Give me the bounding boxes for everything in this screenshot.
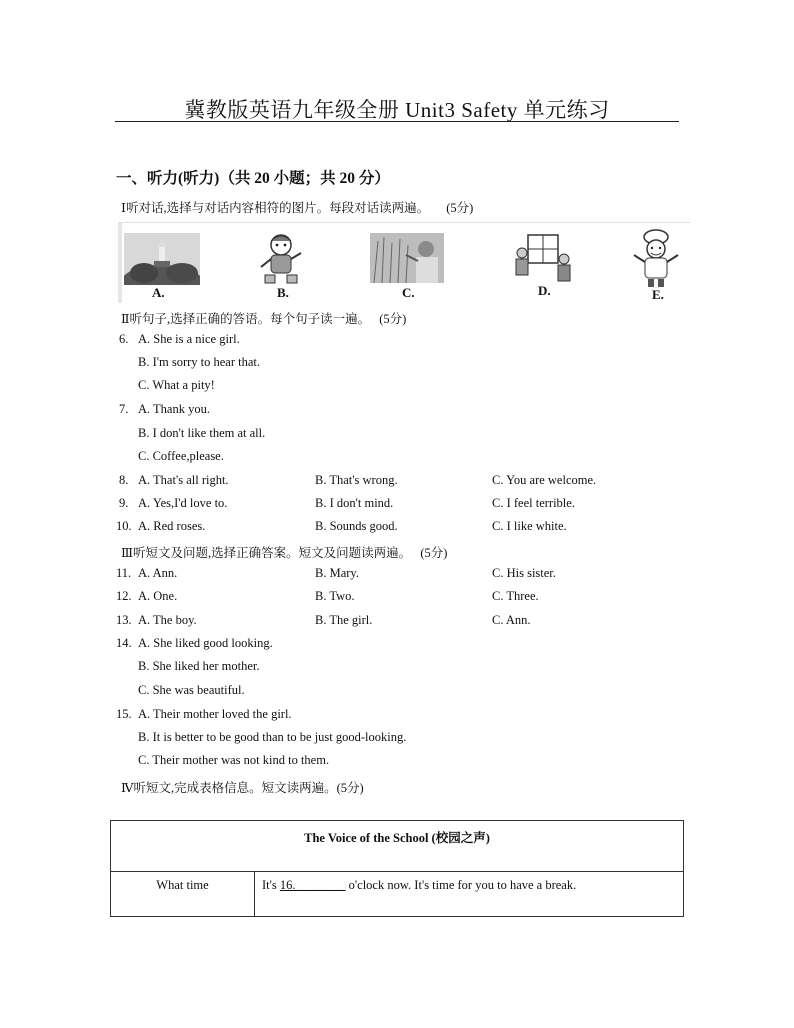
part2-instruction-text: Ⅱ听句子,选择正确的答语。每个句子读一遍。 [121,312,371,326]
answer-blank-16[interactable]: 16.________ [279,878,346,892]
option-b: B. Two. [315,589,355,603]
option-b: B. It is better to be good than to be just good-looking. [138,730,407,744]
option-c: C. Coffee,please. [138,449,224,463]
farmer-wheat-icon [370,233,444,283]
row-prefix: It's [262,878,280,892]
option-a: A. Yes,I'd love to. [138,496,228,510]
question-number: 7. [119,402,129,416]
option-b: B. She liked her mother. [138,659,260,673]
question-number: 13. [116,613,132,627]
question-number: 8. [119,473,129,487]
picture-label-d: D. [538,283,551,298]
option-a: A. Thank you. [138,402,210,416]
option-a: A. She is a nice girl. [138,332,240,346]
document-title: 冀教版英语九年级全册 Unit3 Safety 单元练习 [184,98,610,122]
option-b: B. I don't mind. [315,496,394,510]
option-a: A. The boy. [138,613,197,627]
part1-instruction [121,198,473,216]
question-number: 6. [119,332,129,346]
chef-cartoon-icon [630,229,680,289]
table-column-divider [254,871,255,917]
option-c: C. I feel terrible. [492,496,575,510]
question-number: 15. [116,707,132,721]
option-b: B. Mary. [315,566,359,580]
kids-window-icon [508,233,576,287]
option-b: B. Sounds good. [315,519,398,533]
question-number: 10. [116,519,132,533]
table-divider [111,871,683,872]
info-table [110,820,684,917]
part2-points: (5分) [379,312,407,326]
section-heading-listening: 一、听力(听力)（共 20 小题；共 20 分） [116,170,390,187]
part1-points: (5分) [446,201,474,215]
table-row-label: What time [156,878,209,892]
part2-instruction [121,309,406,327]
picture-strip [118,222,690,303]
title-underline [115,121,679,122]
question-number: 11. [116,566,132,580]
part4-instruction: Ⅳ听短文,完成表格信息。短文读两遍。(5分) [121,781,364,795]
option-b: B. I don't like them at all. [138,426,266,440]
option-a: A. Their mother loved the girl. [138,707,292,721]
option-a: A. One. [138,589,178,603]
pagoda-landscape-icon [124,233,200,285]
question-number: 9. [119,496,129,510]
option-c: C. Ann. [492,613,531,627]
boy-cartoon-icon [257,231,305,287]
part3-instruction-text: Ⅲ听短文及问题,选择正确答案。短文及问题读两遍。 [121,546,412,560]
option-b: B. I'm sorry to hear that. [138,355,261,369]
part3-points: (5分) [420,546,448,560]
option-c: C. What a pity! [138,378,215,392]
table-row-content [262,878,576,893]
option-c: C. Their mother was not kind to them. [138,753,330,767]
option-a: A. Ann. [138,566,178,580]
row-suffix: o'clock now. It's time for you to have a break. [345,878,577,892]
option-a: A. She liked good looking. [138,636,273,650]
option-c: C. Three. [492,589,539,603]
option-a: A. That's all right. [138,473,229,487]
table-title: The Voice of the School (校园之声) [304,831,490,845]
picture-label-b: B. [277,285,289,300]
question-number: 14. [116,636,132,650]
picture-label-c: C. [402,285,415,300]
option-a: A. Red roses. [138,519,206,533]
option-c: C. You are welcome. [492,473,597,487]
part3-instruction [121,543,447,561]
picture-label-a: A. [152,285,165,300]
option-b: B. The girl. [315,613,373,627]
option-c: C. I like white. [492,519,567,533]
option-c: C. His sister. [492,566,556,580]
question-number: 12. [116,589,132,603]
option-b: B. That's wrong. [315,473,398,487]
option-c: C. She was beautiful. [138,683,245,697]
part1-instruction-text: Ⅰ听对话,选择与对话内容相符的图片。每段对话读两遍。 [121,201,430,215]
picture-label-e: E. [652,287,664,302]
